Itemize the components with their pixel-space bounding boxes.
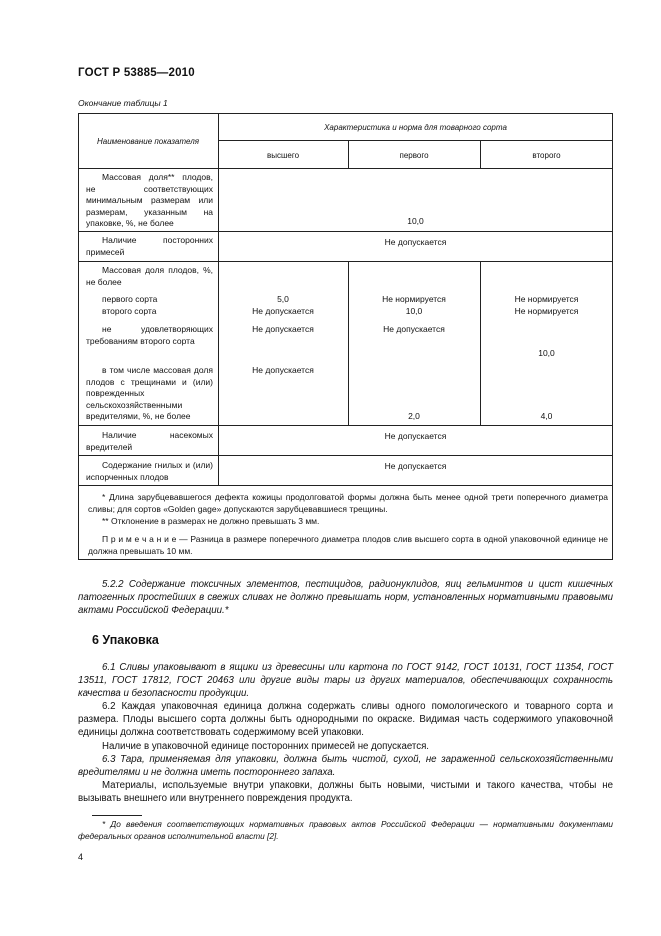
- nonconform-label: не удовлетворяющих требованиям второго сорта: [86, 324, 213, 346]
- table-border-top: [78, 113, 613, 114]
- table-rule: [78, 168, 613, 169]
- grade-header-top: высшего: [266, 151, 300, 160]
- table-footnote-1: * Длина зарубцевавшегося дефекта кожицы продолговатой формы должна быть менее одной трети поперечного диаметра сливы; для сортов «Golden gage» допускаются зарубцевавшиеся трещины.: [88, 492, 608, 514]
- row-size-label: Массовая доля** плодов, не соответствующих минимальным размерам или размерам, указанным на упаковке, %, не более: [86, 172, 213, 228]
- nonconform-first-value: Не допускается: [383, 324, 445, 334]
- second-grade-top-value: Не допускается: [252, 306, 314, 316]
- row-size-value: 10,0: [407, 216, 424, 226]
- table-rule: [480, 261, 481, 426]
- paragraph-6-3-materials: Материалы, используемые внутри упаковки, должны быть новыми, чистыми и такого качества, чтобы не вызывать внешнего или внутреннего повреждения продукта.: [78, 780, 613, 804]
- row-impurities-value: Не допускается: [384, 237, 447, 247]
- row-rot-value: Не допускается: [384, 461, 447, 471]
- first-grade-first-value: Не нормируется: [382, 294, 446, 304]
- row-impurities-label: Наличие посторонних примесей: [86, 235, 213, 257]
- table-border-left: [78, 113, 79, 560]
- table-rule: [348, 261, 349, 426]
- table-rule: [78, 261, 613, 262]
- note-label: П р и м е ч а н и е: [102, 534, 177, 544]
- table-caption: Окончание таблицы 1: [78, 98, 168, 108]
- table-note: [88, 533, 608, 557]
- first-grade-label: первого сорта: [102, 294, 158, 304]
- paragraph-6-1: 6.1 Сливы упаковывают в ящики из древесины или картона по ГОСТ 9142, ГОСТ 10131, ГОСТ 11354, ГОСТ 13511, ГОСТ 17812, ГОСТ 20463 или другие виды тары из других материалов, обеспечивающих сохранность качества и безопасности продукции.: [78, 662, 613, 699]
- row-fruit-label: Массовая доля плодов, %, не более: [86, 265, 213, 287]
- first-grade-top-value: 5,0: [277, 294, 289, 304]
- second-grade-second-value: Не нормируется: [514, 306, 579, 316]
- row-insects-value: Не допускается: [384, 431, 447, 441]
- cracks-top-value: Не допускается: [252, 365, 314, 375]
- page-number: 4: [78, 852, 84, 862]
- section-title: 6 Упаковка: [92, 633, 159, 647]
- quality-table: [78, 113, 613, 560]
- table-rule: [78, 485, 613, 486]
- col-name-header: Наименование показателя: [96, 137, 200, 146]
- nonconform-top-value: Не допускается: [252, 324, 314, 334]
- table-rule: [78, 231, 613, 232]
- paragraph-6-2: 6.2 Каждая упаковочная единица должна содержать сливы одного помологического и товарного сорта и размера. Плоды высшего сорта должны быть однородными по окраске. Видимая часть содержимого упаковочной единицы должна соответствовать содержимому всей упаковки.: [78, 701, 613, 738]
- cracks-first-value: 2,0: [408, 411, 420, 421]
- table-border-right: [612, 113, 613, 560]
- row-insects-label: Наличие насекомых вредителей: [86, 430, 213, 452]
- document-code: ГОСТ Р 53885—2010: [78, 67, 195, 79]
- row-rot-label: Содержание гнилых и (или) испорченных плодов: [86, 460, 213, 482]
- paragraph-6-3: 6.3 Тара, применяемая для упаковки, должна быть чистой, сухой, не зараженной сельскохозяйственными вредителями и не должна иметь постороннего запаха.: [78, 754, 613, 778]
- table-rule: [78, 425, 613, 426]
- table-footnote-2: ** Отклонение в размерах не должно превышать 3 мм.: [102, 516, 320, 526]
- paragraph-5-2-2: 5.2.2 Содержание токсичных элементов, пестицидов, радионуклидов, яиц гельминтов и цист кишечных патогенных простейших в свежих сливах не должно превышать норм, установленных нормативными правовыми актами Российской Федерации.*: [78, 579, 613, 616]
- footnote-separator: [92, 815, 142, 816]
- grade-header-second: второго: [532, 151, 561, 160]
- first-grade-second-value: Не нормируется: [514, 294, 579, 304]
- second-grade-label: второго сорта: [102, 306, 157, 316]
- paragraph-6-2-impurities: Наличие в упаковочной единице посторонних примесей не допускается.: [102, 741, 430, 752]
- second-grade-first-value: 10,0: [405, 306, 423, 316]
- table-rule: [218, 140, 613, 141]
- nonconform-second-value: 10,0: [538, 348, 555, 358]
- page-footnote: * До введения соответствующих нормативных правовых актов Российской Федерации — нормативными документами федеральных органов исполнительной власти [2].: [78, 819, 613, 841]
- cracks-label: в том числе массовая доля плодов с трещинами и (или) поврежденных сельскохозяйственными вредителями, %, не более: [86, 365, 213, 421]
- cracks-second-value: 4,0: [540, 411, 553, 421]
- note-text: — Разница в размере поперечного диаметра плодов слив высшего сорта в одной упаковочной единице не должна превышать 10 мм.: [88, 534, 608, 556]
- col-group-header: Характеристика и норма для товарного сорта: [324, 123, 507, 132]
- table-border-bottom: [78, 559, 613, 560]
- table-rule: [78, 455, 613, 456]
- grade-header-first: первого: [399, 151, 429, 160]
